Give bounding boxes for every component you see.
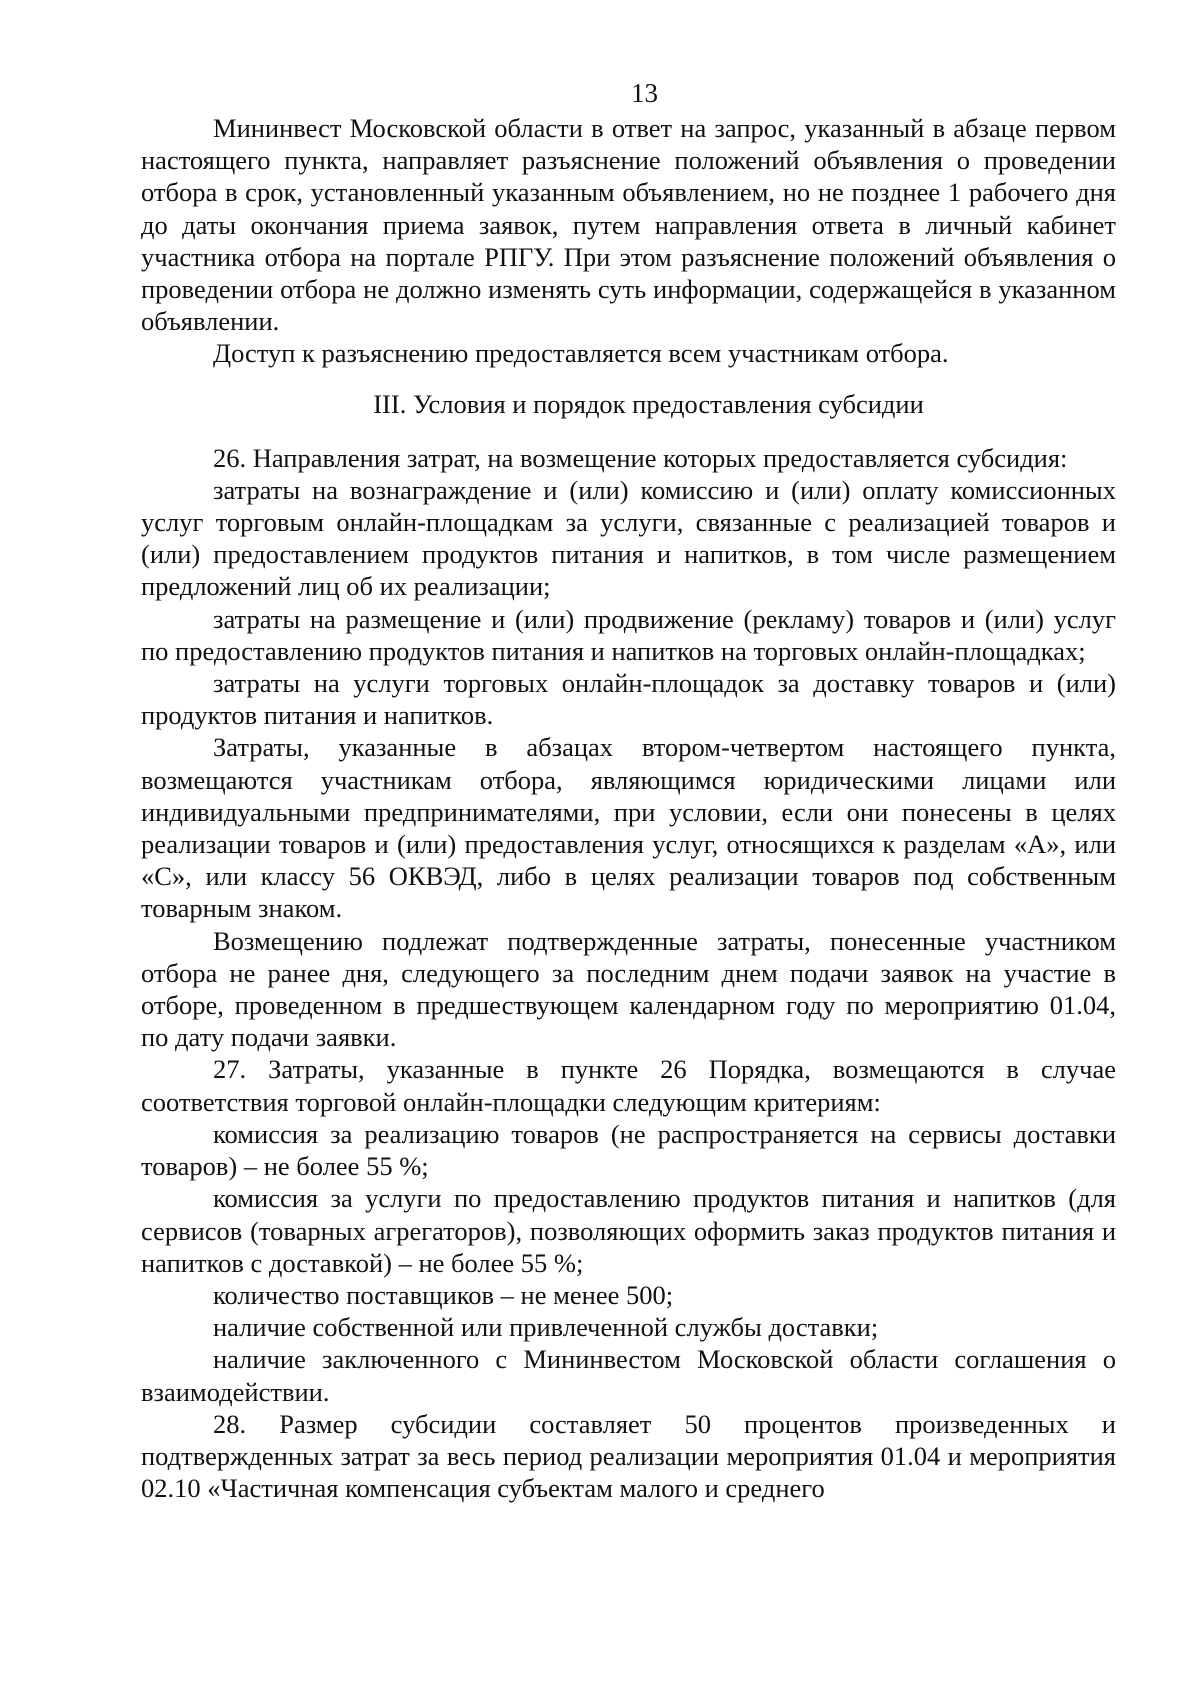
paragraph-criterion-suppliers: количество поставщиков – не менее 500;: [213, 1279, 674, 1310]
paragraph-item-28: 28. Размер субсидии составляет 50 процентов произведенных и подтвержденных затрат за весь период реализации мероприятия 01.04 и мероприятия 02.10 «Частичная компенсация субъектам малого и среднего: [141, 1408, 1116, 1504]
paragraph-item-26: 26. Направления затрат, на возмещение которых предоставляется субсидия:: [213, 442, 1068, 473]
page-number: 13: [631, 78, 658, 108]
paragraph-criterion-food-commission: комиссия за услуги по предоставлению продуктов питания и напитков (для сервисов (товарных агрегаторов), позволяющих оформить заказ продуктов питания и напитков с доставкой) – не более 55 %;: [141, 1183, 1116, 1278]
paragraph-criterion-goods-commission: комиссия за реализацию товаров (не распространяется на сервисы доставки товаров) – не более 55 %;: [141, 1118, 1116, 1182]
paragraph-cost-commission: затраты на вознаграждение и (или) комиссию и (или) оплату комиссионных услуг торговым онлайн-площадкам за услуги, связанные с реализацией товаров и (или) предоставлением продуктов питания и напитков, в том числе размещением предложений лиц об их реализации;: [141, 474, 1116, 602]
paragraph-criterion-agreement: наличие заключенного с Мининвестом Московской области соглашения о взаимодействии.: [141, 1344, 1116, 1407]
paragraph-cost-advertising: затраты на размещение и (или) продвижение (рекламу) товаров и (или) услуг по предоставлению продуктов питания и напитков на торговых онлайн-площадках;: [141, 603, 1116, 666]
paragraph-cost-conditions: Затраты, указанные в абзацах втором-четвертом настоящего пункта, возмещаются участникам отбора, являющимся юридическими лицами или индивидуальными предпринимателями, при условии, если они понесены в целях реализации товаров и (или) предоставления услуг, относящихся к разделам «А», или «С», или классу 56 ОКВЭД, либо в целях реализации товаров под собственным товарным знаком.: [141, 732, 1116, 924]
paragraph-reimbursement: Возмещению подлежат подтвержденные затраты, понесенные участником отбора не ранее дня, следующего за последним днем подачи заявок на участие в отборе, проведенном в предшествующем календарном году по мероприятию 01.04, по дату подачи заявки.: [141, 925, 1116, 1053]
paragraph-item-27: 27. Затраты, указанные в пункте 26 Порядка, возмещаются в случае соответствия торговой онлайн-площадки следующим критериям:: [141, 1054, 1116, 1117]
paragraph-cost-delivery: затраты на услуги торговых онлайн-площадок за доставку товаров и (или) продуктов питания и напитков.: [141, 668, 1116, 731]
document-page: [141, 76, 1116, 1504]
section-heading: III. Условия и порядок предоставления субсидии: [373, 388, 924, 419]
paragraph-criterion-delivery-service: наличие собственной или привлеченной службы доставки;: [213, 1312, 879, 1343]
paragraph-access: Доступ к разъяснению предоставляется всем участникам отбора.: [213, 338, 949, 369]
paragraph-clarification: Мининвест Московской области в ответ на запрос, указанный в абзаце первом настоящего пункта, направляет разъяснение положений объявления о проведении отбора в срок, установленный указанным объявлением, но не позднее 1 рабочего дня до даты окончания приема заявок, путем направления ответа в личный кабинет участника отбора на портале РПГУ. При этом разъяснение положений объявления о проведении отбора не должно изменять суть информации, содержащейся в указанном объявлении.: [141, 113, 1116, 337]
